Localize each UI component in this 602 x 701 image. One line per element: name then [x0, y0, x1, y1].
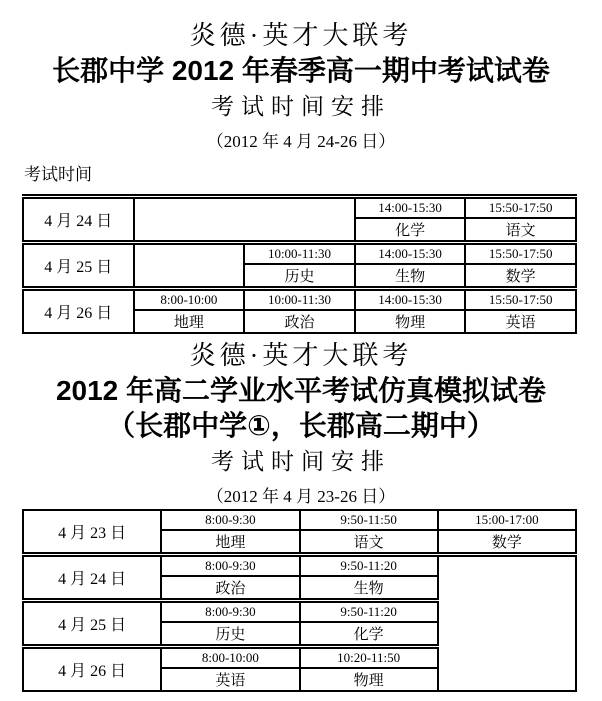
subject-cell: 政治 — [161, 576, 299, 601]
table-row — [23, 197, 576, 219]
subject-cell: 历史 — [244, 264, 355, 289]
subject-cell: 语文 — [300, 530, 438, 555]
subject-cell: 语文 — [465, 218, 576, 243]
empty-cell — [134, 197, 355, 243]
subject-cell: 政治 — [244, 310, 355, 333]
time-cell: 9:50-11:50 — [300, 510, 438, 530]
time-cell: 8:00-10:00 — [134, 289, 245, 311]
time-cell: 8:00-10:00 — [161, 647, 299, 669]
subject-cell: 地理 — [134, 310, 245, 333]
time-cell: 8:00-9:30 — [161, 601, 299, 623]
schedule-subtitle-2: 考试时间安排 — [211, 449, 391, 474]
time-cell: 15:50-17:50 — [465, 197, 576, 219]
subject-cell: 地理 — [161, 530, 299, 555]
date-cell: 4 月 26 日 — [23, 647, 161, 692]
date-cell: 4 月 24 日 — [23, 197, 134, 243]
date-range-1: （2012 年 4 月 24-26 日） — [206, 132, 396, 151]
date-cell: 4 月 23 日 — [23, 510, 161, 555]
subject-cell: 生物 — [355, 264, 466, 289]
empty-cell — [134, 243, 245, 289]
schedule-table-1 — [22, 194, 577, 334]
exam-time-label: 考试时间 — [24, 165, 92, 184]
time-cell: 8:00-9:30 — [161, 555, 299, 577]
time-cell: 14:00-15:30 — [355, 197, 466, 219]
subject-cell: 数学 — [438, 530, 576, 555]
time-cell: 8:00-9:30 — [161, 510, 299, 530]
empty-cell — [438, 555, 576, 692]
table-row — [23, 289, 576, 311]
time-cell: 10:00-11:30 — [244, 289, 355, 311]
subject-cell: 英语 — [161, 668, 299, 691]
subject-cell: 数学 — [465, 264, 576, 289]
time-cell: 15:50-17:50 — [465, 243, 576, 265]
time-cell: 15:50-17:50 — [465, 289, 576, 311]
time-cell: 10:20-11:50 — [300, 647, 438, 669]
brand-title-2: 炎德·英才大联考 — [189, 341, 413, 370]
time-cell: 15:00-17:00 — [438, 510, 576, 530]
table-row — [23, 555, 576, 577]
exam-title-2-line2: （长郡中学①，长郡高二期中） — [107, 410, 495, 441]
table-row — [23, 243, 576, 265]
subject-cell: 化学 — [355, 218, 466, 243]
time-cell: 14:00-15:30 — [355, 243, 466, 265]
time-cell: 14:00-15:30 — [355, 289, 466, 311]
subject-cell: 生物 — [300, 576, 438, 601]
date-cell: 4 月 25 日 — [23, 243, 134, 289]
date-cell: 4 月 25 日 — [23, 601, 161, 647]
exam-title-1: 长郡中学 2012 年春季高一期中考试试卷 — [52, 55, 550, 86]
time-cell: 10:00-11:30 — [244, 243, 355, 265]
brand-title-1: 炎德·英才大联考 — [189, 21, 413, 50]
time-cell: 9:50-11:20 — [300, 601, 438, 623]
time-cell: 9:50-11:20 — [300, 555, 438, 577]
subject-cell: 物理 — [355, 310, 466, 333]
exam-title-2-line1: 2012 年高二学业水平考试仿真模拟试卷 — [55, 375, 547, 406]
subject-cell: 物理 — [300, 668, 438, 691]
schedule-subtitle-1: 考试时间安排 — [211, 94, 391, 119]
schedule-table-2 — [22, 509, 577, 692]
date-cell: 4 月 24 日 — [23, 555, 161, 601]
subject-cell: 英语 — [465, 310, 576, 333]
date-range-2: （2012 年 4 月 23-26 日） — [206, 487, 396, 506]
subject-cell: 历史 — [161, 622, 299, 647]
date-cell: 4 月 26 日 — [23, 289, 134, 334]
subject-cell: 化学 — [300, 622, 438, 647]
table-row — [23, 510, 576, 530]
